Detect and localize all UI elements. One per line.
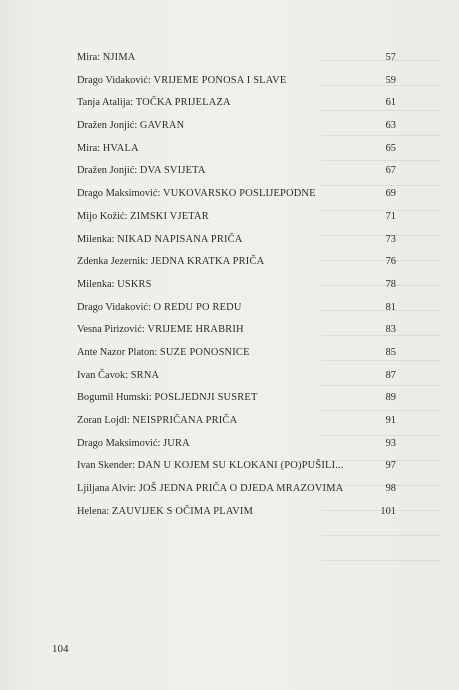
toc-author: Ivan Skender: [77, 460, 135, 472]
toc-title: HVALA [102, 142, 139, 154]
toc-entry [77, 251, 396, 274]
toc-page-number: 57 [385, 52, 396, 63]
toc-entry [77, 115, 396, 138]
page-number: 104 [52, 643, 69, 655]
toc-page-number: 69 [385, 188, 396, 200]
toc-author: Dražen Jonjić: [77, 165, 138, 177]
toc-entry [77, 365, 396, 388]
toc-page-number: 81 [385, 301, 396, 313]
toc-author: Mira: [77, 52, 101, 63]
toc-author: Milenka: [77, 278, 115, 290]
toc-author: Ljiljana Alvir: [77, 483, 137, 495]
toc-title: NIKAD NAPISANA PRIČA [117, 233, 243, 245]
toc-title: VRIJEME PONOSA I SLAVE [153, 74, 287, 86]
toc-page-number: 101 [380, 505, 396, 517]
toc-page-number: 93 [385, 437, 396, 449]
toc-author: Drago Maksimović: [77, 437, 161, 449]
toc-author: Vesna Pirizović: [77, 324, 145, 336]
toc-title: POSLJEDNJI SUSRET [154, 392, 258, 404]
toc-page-number: 78 [385, 278, 396, 290]
toc-entry [77, 160, 396, 183]
toc-page-number: 65 [385, 142, 396, 154]
toc-entry [77, 342, 396, 365]
toc-page-number: 61 [385, 97, 396, 109]
toc-title: TOČKA PRIJELAZA [135, 97, 231, 109]
toc-entry [77, 455, 396, 478]
toc-title: DAN U KOJEM SU KLOKANI (PO)PUŠILI... [137, 460, 344, 472]
toc-page-number: 59 [385, 74, 396, 86]
toc-author: Mijo Kožić: [77, 210, 128, 222]
toc-page-number: 83 [385, 324, 396, 336]
toc-title: O REDU PO REDU [153, 301, 242, 313]
toc-author: Helena: [77, 505, 110, 517]
toc-title: NJIMA [102, 52, 136, 63]
toc-entry [77, 47, 396, 70]
toc-entry [77, 297, 396, 320]
toc-entry [77, 387, 396, 410]
toc-title: JOŠ JEDNA PRIČA O DJEDA MRAZOVIMA [138, 483, 344, 495]
toc-title: USKRS [117, 278, 152, 290]
toc-author: Mira: [77, 142, 101, 154]
toc-page-number: 71 [385, 210, 396, 222]
toc-page-number: 87 [385, 369, 396, 381]
toc-entry [77, 433, 396, 456]
toc-title: JEDNA KRATKA PRIČA [150, 256, 265, 268]
toc-page-number: 73 [385, 233, 396, 245]
toc-author: Drago Vidaković: [77, 301, 151, 313]
toc-title: DVA SVIJETA [139, 165, 206, 177]
toc-author: Drago Vidaković: [77, 74, 151, 86]
table-of-contents [77, 47, 396, 523]
toc-author: Zdenka Jezernik: [77, 256, 149, 268]
toc-author: Drago Maksimović: [77, 188, 161, 200]
toc-author: Ante Nazor Platon: [77, 346, 158, 358]
toc-page-number: 97 [385, 460, 396, 472]
toc-page-number: 89 [385, 392, 396, 404]
toc-author: Tanja Atalija: [77, 97, 134, 109]
toc-title: VRIJEME HRABRIH [147, 324, 244, 336]
toc-title: JURA [163, 437, 190, 449]
toc-entry [77, 183, 396, 206]
toc-page-number: 98 [385, 483, 396, 495]
toc-title: GAVRAN [139, 120, 185, 132]
toc-page-number: 91 [385, 415, 396, 426]
toc-entry [77, 319, 396, 342]
toc-author: Bogumil Humski: [77, 392, 152, 404]
toc-title: NEISPRIČANA PRIČA [132, 415, 238, 426]
toc-title: SRNA [130, 369, 160, 381]
toc-title: SUZE PONOSNICE [159, 346, 250, 358]
toc-entry [77, 229, 396, 252]
toc-page-number: 85 [385, 346, 396, 358]
toc-title: VUKOVARSKO POSLIJEPODNE [163, 188, 316, 200]
toc-entry [77, 501, 396, 524]
toc-author: Zoran Lojdl: [77, 415, 130, 426]
toc-page-number: 67 [385, 165, 396, 177]
toc-entry [77, 410, 396, 433]
toc-entry [77, 70, 396, 93]
toc-page-number: 76 [385, 256, 396, 268]
toc-title: ZIMSKI VJETAR [130, 210, 209, 222]
toc-author: Milenka: [77, 233, 115, 245]
toc-entry [77, 206, 396, 229]
toc-page-number: 63 [385, 120, 396, 132]
toc-entry [77, 478, 396, 501]
toc-entry [77, 92, 396, 115]
toc-entry [77, 138, 396, 161]
toc-author: Ivan Čavok: [77, 369, 129, 381]
toc-title: ZAUVIJEK S OČIMA PLAVIM [111, 505, 254, 517]
toc-entry [77, 274, 396, 297]
toc-author: Dražen Jonjić: [77, 120, 138, 132]
